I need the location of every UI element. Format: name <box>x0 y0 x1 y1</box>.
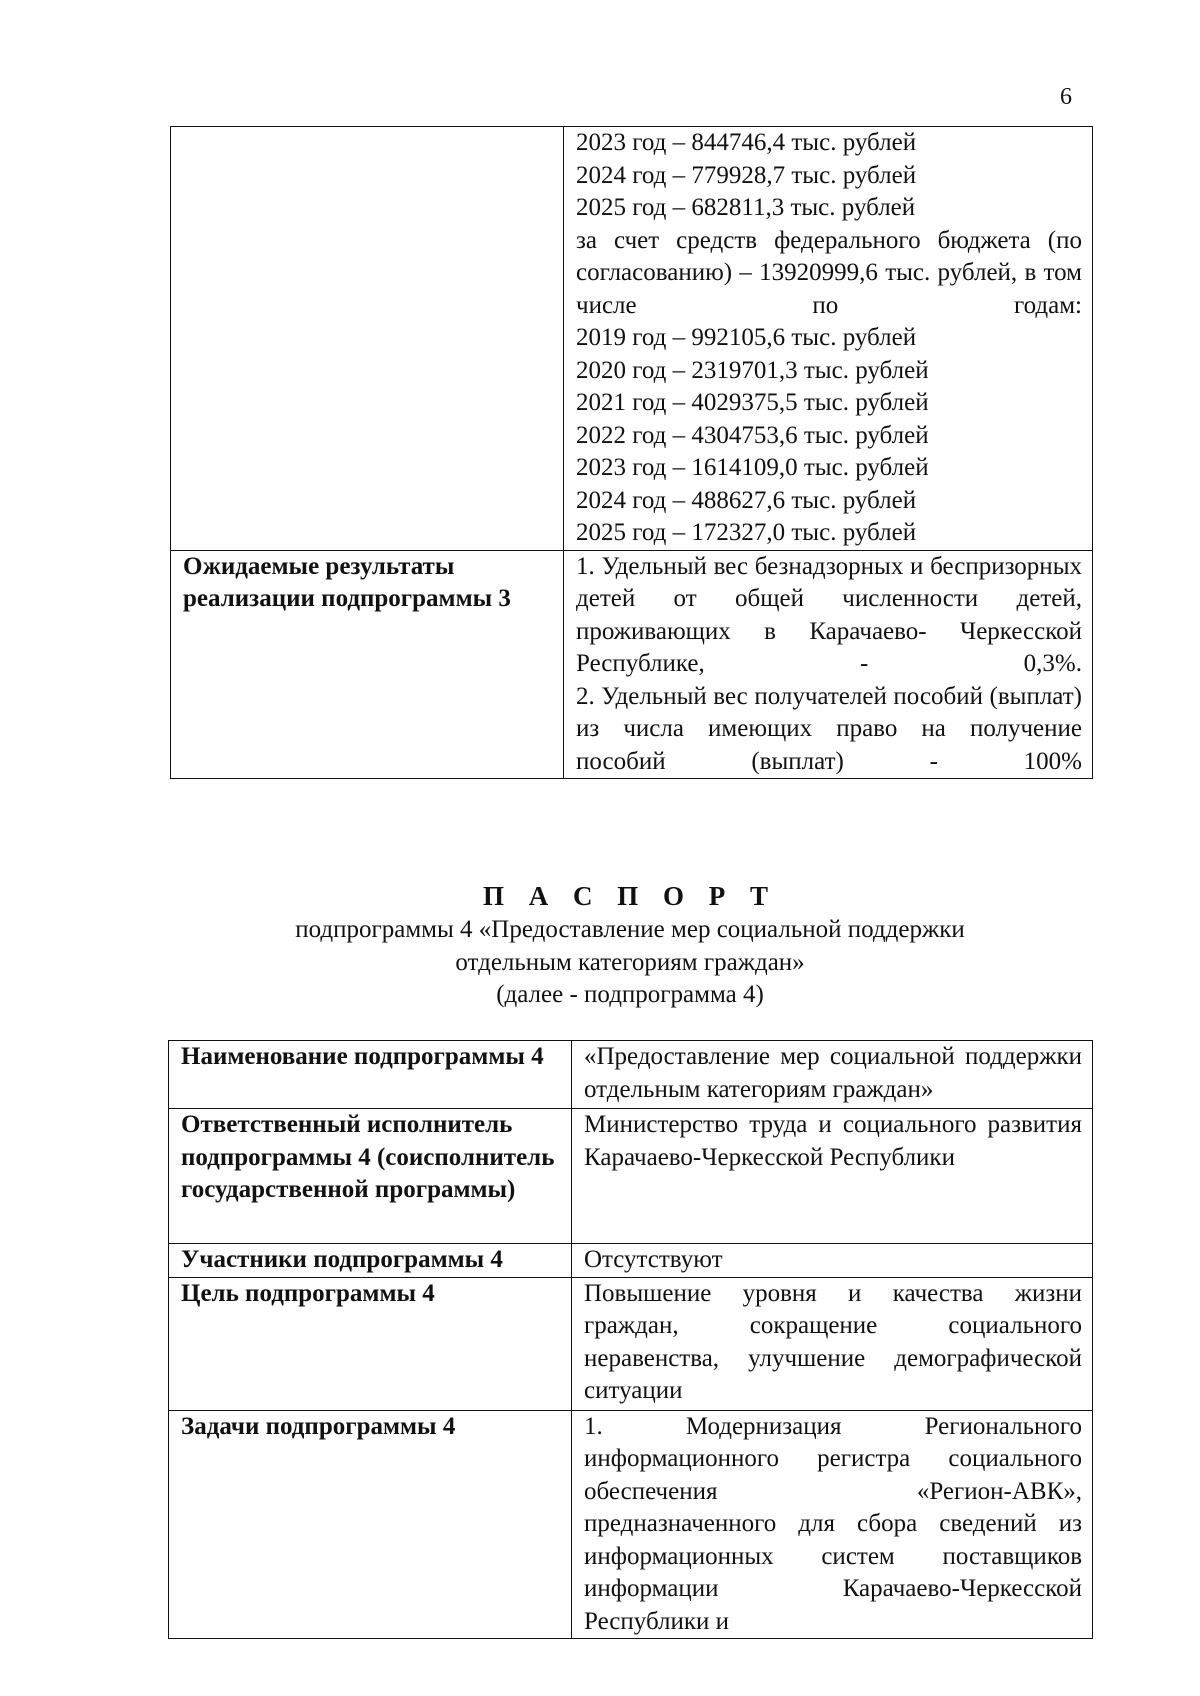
funding-line: 2023 год – 1614109,0 тыс. рублей <box>576 454 929 481</box>
row-value: Отсутствуют <box>572 1244 1093 1278</box>
funding-line: 2025 год – 172327,0 тыс. рублей <box>576 519 917 546</box>
heading-line-2: отдельным категориям граждан» <box>455 948 805 976</box>
heading-line-3: (далее - подпрограмма 4) <box>496 981 764 1008</box>
row-label: Участники подпрограммы 4 <box>169 1244 572 1278</box>
passport-table <box>168 1040 1093 1639</box>
funding-line: 2023 год – 844746,4 тыс. рублей <box>576 129 917 156</box>
row-label: Задачи подпрограммы 4 <box>169 1410 572 1639</box>
row-value: Министерство труда и социального развития Карачаево-Черкесской Республики <box>572 1109 1093 1244</box>
empty-cell <box>171 127 564 551</box>
row-value: «Предоставление мер социальной поддержки отдельным категориям граждан» <box>572 1041 1093 1109</box>
funding-line: 2021 год – 4029375,5 тыс. рублей <box>576 389 929 416</box>
row-value: Повышение уровня и качества жизни граждан, сокращение социального неравенства, улучшение демографической ситуации <box>572 1277 1093 1410</box>
funding-line: 2025 год – 682811,3 тыс. рублей <box>576 194 916 221</box>
expected-results-cell <box>564 550 1093 779</box>
funding-cell <box>564 127 1093 551</box>
page-number: 6 <box>1060 84 1072 110</box>
funding-line: 2022 год – 4304753,6 тыс. рублей <box>576 421 929 449</box>
federal-budget-text: за счет средств федерального бюджета (по согласованию) – 13920999,6 тыс. рублей, в том числе по годам: <box>576 226 1082 319</box>
passport-title: П А С П О Р Т <box>482 881 777 911</box>
passport-heading <box>168 878 1092 1012</box>
heading-line-1: подпрограммы 4 «Предоставление мер социальной поддержки <box>295 916 965 943</box>
row-label: Цель подпрограммы 4 <box>169 1277 572 1410</box>
row-value: 1. Модернизация Регионального информационного регистра социального обеспечения «Регион-АВК», предназначенного для сбора сведений из информационных систем поставщиков информации Карачаево-Черкесской Республики и <box>572 1410 1093 1639</box>
funding-table <box>170 126 1093 779</box>
row-label: Наименование подпрограммы 4 <box>169 1041 572 1109</box>
expected-result-2: 2. Удельный вес получателей пособий (выплат) из числа имеющих право на получение пособий (выплат) - 100% <box>576 682 1082 775</box>
funding-line: 2020 год – 2319701,3 тыс. рублей <box>576 356 929 384</box>
funding-line: 2019 год – 992105,6 тыс. рублей <box>576 324 917 351</box>
expected-result-1: 1. Удельный вес безнадзорных и беспризорных детей от общей численности детей, проживающих в Карачаево- Черкесской Республике, - 0,3%. <box>576 552 1082 677</box>
row-label: Ответственный исполнитель подпрограммы 4 (соисполнитель государственной программы) <box>169 1109 572 1244</box>
funding-line: 2024 год – 488627,6 тыс. рублей <box>576 486 917 514</box>
funding-line: 2024 год – 779928,7 тыс. рублей <box>576 161 917 189</box>
expected-results-label: Ожидаемые результаты реализации подпрограммы 3 <box>171 550 564 779</box>
